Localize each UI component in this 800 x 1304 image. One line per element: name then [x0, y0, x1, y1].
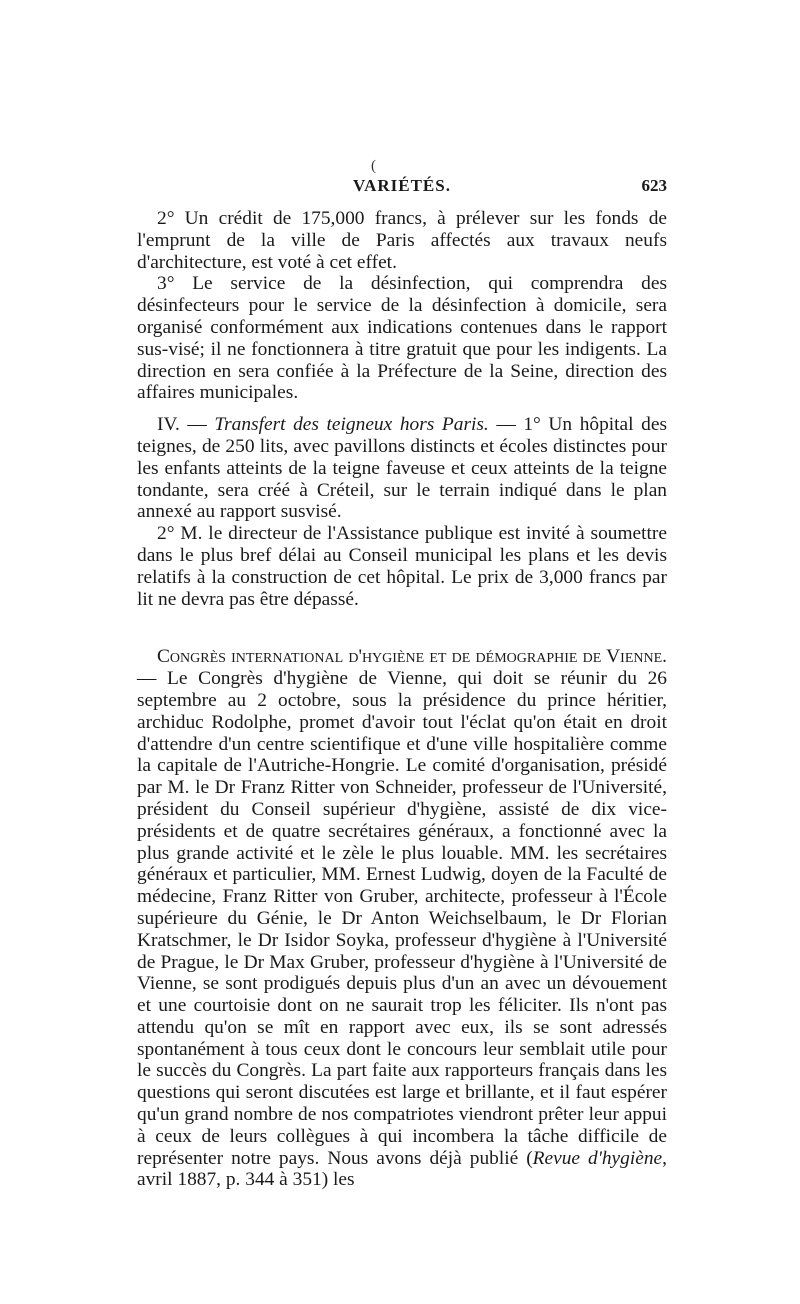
congres-heading: Congrès international d'hygiène et de démographie de Vienne.	[157, 646, 667, 668]
paragraph-desinfection: 3° Le service de la désinfection, qui comprendra des désinfecteurs pour le service de la désinfection à domicile, sera organisé conformément aux indications contenues dans le rapport sus-visé; il ne fonctionnera à titre gratuit que pour les indigents. La direction en sera confiée à la Préfecture de la Seine, direction des affaires municipales.	[137, 273, 667, 404]
paragraph-transfert	[137, 414, 667, 523]
page-header	[137, 176, 667, 200]
congres-text-b: , avril 1887, p. 344 à 351) les	[137, 1147, 668, 1191]
section-title: Transfert des teigneux hors Paris.	[214, 414, 489, 436]
journal-title: Revue d'hygiène	[532, 1147, 663, 1169]
page-number: 623	[641, 176, 667, 195]
paragraph-congres	[137, 646, 667, 1191]
page-body	[137, 208, 667, 1191]
running-title: VARIÉTÉS.	[353, 176, 451, 195]
section-text: — 1° Un hôpital des teignes, de 250 lits, avec pavillons distincts et écoles distinctes pour les enfants atteints de la teigne faveuse et ceux atteints de la teigne tondante, sera créé à Créteil, sur le terrain indiqué dans le plan annexé au rapport susvisé.	[137, 414, 667, 523]
paragraph-credit: 2° Un crédit de 175,000 francs, à prélever sur les fonds de l'emprunt de la ville de Paris affectés aux travaux neufs d'architecture, est voté à cet effet.	[137, 208, 667, 273]
section-number: IV. —	[157, 414, 215, 436]
stray-mark: (	[371, 158, 376, 174]
paragraph-assistance: 2° M. le directeur de l'Assistance publique est invité à soumettre dans le plus bref délai au Conseil municipal les plans et les devis relatifs à la construction de cet hôpital. Le prix de 3,000 francs par lit ne devra pas être dépassé.	[137, 523, 667, 610]
congres-text-a: — Le Congrès d'hygiène de Vienne, qui doit se réunir du 26 septembre au 2 octobre, sous la présidence du prince héritier, archiduc Rodolphe, promet d'avoir tout l'éclat qu'on était en droit d'attendre d'un centre scientifique et d'une ville hospitalière comme la capitale de l'Autriche-Hongrie. Le comité d'organisation, présidé par M. le Dr Franz Ritter von Schneider, professeur de l'Université, président du Conseil supérieur d'hygiène, assisté de dix vice-présidents et de quatre secrétaires généraux, a fonctionné avec la plus grande activité et le zèle le plus louable. MM. les secrétaires généraux et particulier, MM. Ernest Ludwig, doyen de la Faculté de médecine, Franz Ritter von Gruber, architecte, professeur à l'École supérieure du Génie, le Dr Anton Weichselbaum, le Dr Florian Kratschmer, le Dr Isidor Soyka, professeur d'hygiène à l'Université de Prague, le Dr Max Gruber, professeur d'hygiène à l'Université de Vienne, se sont prodigués depuis plus d'un an avec un dévouement et une courtoisie dont on ne saurait trop les féliciter. Ils n'ont pas attendu qu'on se mît en rapport avec eux, ils se sont adressés spontanément à tous ceux dont le concours leur semblait utile pour le succès du Congrès. La part faite aux rapporteurs français dans les questions qui seront discutées est large et brillante, et il faut espérer qu'un grand nombre de nos compatriotes viendront prêter leur appui à ceux de leurs collègues à qui incombera la tâche difficile de représenter notre pays. Nous avons déjà publié (	[137, 668, 667, 1169]
